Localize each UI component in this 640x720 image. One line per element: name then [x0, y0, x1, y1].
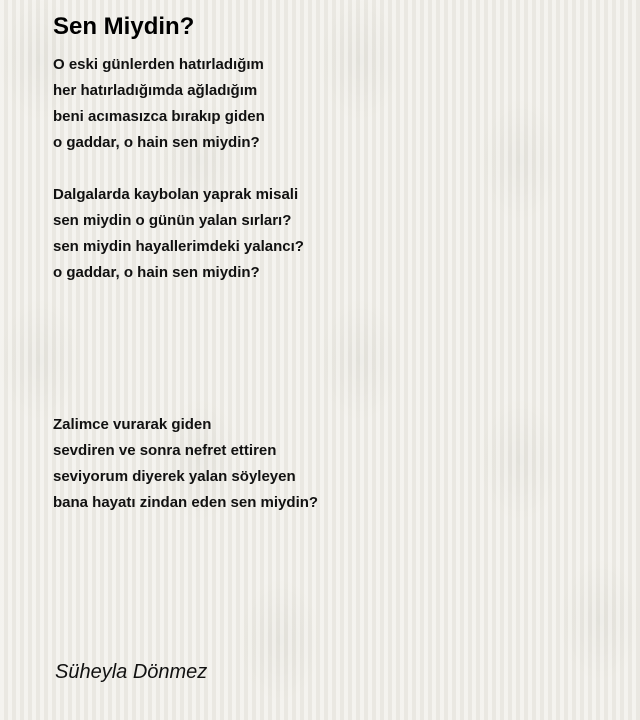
stanza-1: [53, 52, 265, 156]
poem-line: sen miydin o günün yalan sırları?: [53, 212, 292, 229]
poem-line: her hatırladığımda ağladığım: [53, 82, 258, 99]
stanza-2: [53, 182, 304, 286]
poem-line: Dalgalarda kaybolan yaprak misali: [53, 186, 299, 203]
poem-line: sevdiren ve sonra nefret ettiren: [53, 442, 277, 459]
poem-line: o gaddar, o hain sen miydin?: [53, 134, 260, 151]
poem-line: Zalimce vurarak giden: [53, 416, 212, 433]
poem-line: O eski günlerden hatırladığım: [53, 56, 264, 73]
poem-line: seviyorum diyerek yalan söyleyen: [53, 468, 296, 485]
stanza-3: [53, 412, 318, 516]
poem-title: Sen Miydin?: [53, 13, 195, 40]
poem-author: Süheyla Dönmez: [55, 661, 208, 683]
poem-line: o gaddar, o hain sen miydin?: [53, 264, 260, 281]
poem-line: bana hayatı zindan eden sen miydin?: [53, 494, 319, 511]
poem-line: beni acımasızca bırakıp giden: [53, 108, 265, 125]
poem-line: sen miydin hayallerimdeki yalancı?: [53, 238, 304, 255]
